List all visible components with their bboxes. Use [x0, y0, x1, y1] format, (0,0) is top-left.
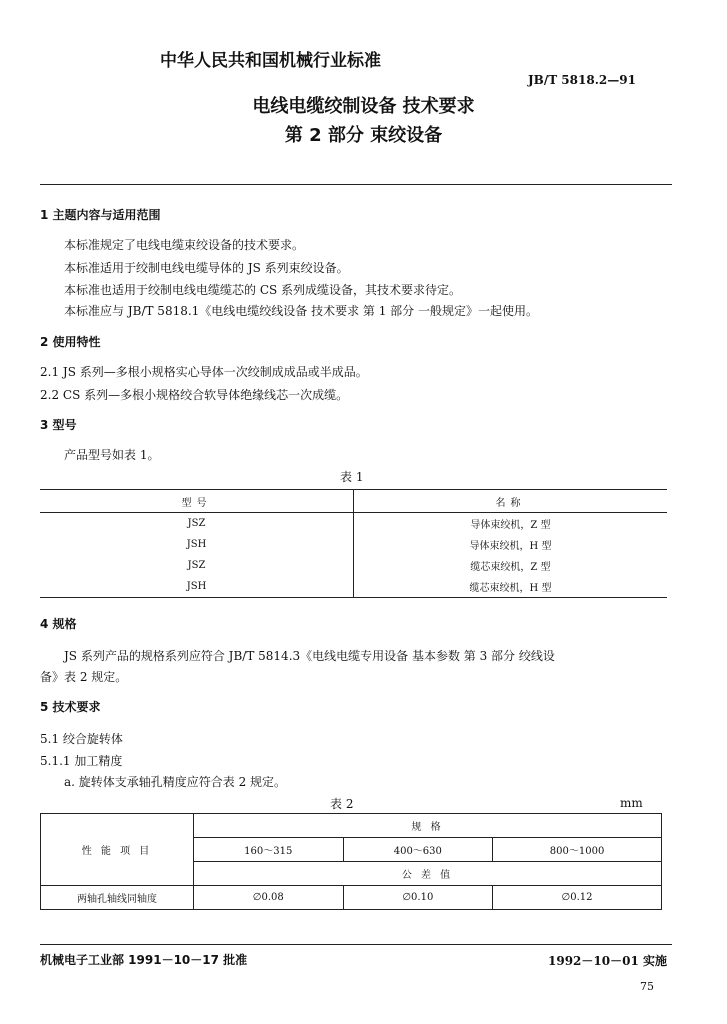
table-2-spec-header: 规 格	[194, 814, 662, 838]
table-2-performance-header: 性 能 项 目	[41, 814, 194, 886]
table-2-caption: 表 2	[330, 797, 354, 811]
section-2-heading: 2 使用特性	[40, 335, 101, 349]
effective-date: 1992－10－01 实施	[548, 954, 667, 968]
section-1-paragraph-2: 本标准适用于绞制电线电缆导体的 JS 系列束绞设备。	[64, 261, 349, 275]
table-1-name-cell: 导体束绞机，Z 型	[470, 520, 551, 531]
section-1-paragraph-1: 本标准规定了电线电缆束绞设备的技术要求。	[64, 238, 305, 252]
section-1-heading: 1 主题内容与适用范围	[40, 208, 161, 222]
table-2-row-label: 两轴孔轴线同轴度	[41, 886, 194, 910]
page-number: 75	[640, 980, 654, 993]
table-1-name-cell: 缆芯束绞机，H 型	[469, 583, 552, 594]
section-3-paragraph: 产品型号如表 1。	[64, 448, 160, 462]
section-4-heading: 4 规格	[40, 617, 77, 631]
table-header-row	[40, 490, 667, 513]
table-2-value-cell: ∅0.10	[343, 886, 493, 910]
footer-divider	[40, 944, 672, 945]
table-1-model-cell: JSZ	[40, 513, 354, 535]
section-4-paragraph-line2: 备》表 2 规定。	[40, 670, 128, 684]
standard-category-title: 中华人民共和国机械行业标准	[160, 51, 381, 71]
section-3-heading: 3 型号	[40, 418, 77, 432]
document-title-line1: 电线电缆绞制设备 技术要求	[252, 96, 475, 117]
section-1-paragraph-4: 本标准应与 JB/T 5818.1《电线电缆绞线设备 技术要求 第 1 部分 一般规定》一起使用。	[64, 304, 539, 318]
table-2-value-cell: ∅0.12	[493, 886, 662, 910]
table-row	[40, 534, 667, 555]
table-2-value-cell: ∅0.08	[194, 886, 344, 910]
section-2-2: 2.2 CS 系列—多根小规格绞合软导体绝缘线芯一次成缆。	[40, 388, 349, 402]
table-row	[41, 886, 662, 910]
standard-number: JB/T 5818.2—91	[528, 73, 636, 87]
table-2-unit: mm	[620, 796, 643, 810]
section-4-paragraph-line1: JS 系列产品的规格系列应符合 JB/T 5814.3《电线电缆专用设备 基本参数 第 3 部分 绞线设	[64, 649, 555, 663]
table-2-spec-cell: 400～630	[343, 838, 493, 862]
approval-date: 机械电子工业部 1991－10－17 批准	[40, 953, 248, 967]
table-header-row	[41, 814, 662, 838]
section-2-1: 2.1 JS 系列—多根小规格实心导体一次绞制成成品或半成品。	[40, 365, 368, 379]
table-1-model-cell: JSH	[40, 576, 354, 598]
table-1-caption: 表 1	[340, 470, 364, 484]
table-2-tolerance-header: 公 差 值	[194, 862, 662, 886]
table-row	[40, 576, 667, 598]
table-1-model-cell: JSH	[40, 534, 354, 555]
table-row	[40, 513, 667, 535]
header-divider	[40, 184, 672, 185]
table-1-name-cell: 缆芯束绞机，Z 型	[470, 562, 551, 573]
table-row	[40, 555, 667, 576]
section-5-1-heading: 5.1 绞合旋转体	[40, 732, 123, 746]
section-5-heading: 5 技术要求	[40, 700, 101, 714]
section-5-item-a: a. 旋转体支承轴孔精度应符合表 2 规定。	[64, 775, 287, 789]
document-title-line2: 第 2 部分 束绞设备	[284, 125, 443, 146]
table-2-spec-cell: 800～1000	[493, 838, 662, 862]
table-1-header-name: 名称	[354, 490, 668, 513]
section-1-paragraph-3: 本标准也适用于绞制电线电缆缆芯的 CS 系列成缆设备，其技术要求待定。	[64, 283, 462, 297]
table-1-header-model: 型号	[40, 490, 354, 513]
table-1-name-cell: 导体束绞机，H 型	[469, 541, 552, 552]
table-1-model-cell: JSZ	[40, 555, 354, 576]
table-1	[40, 489, 667, 598]
table-2	[40, 813, 662, 910]
section-5-1-1-heading: 5.1.1 加工精度	[40, 754, 123, 768]
table-2-spec-cell: 160～315	[194, 838, 344, 862]
